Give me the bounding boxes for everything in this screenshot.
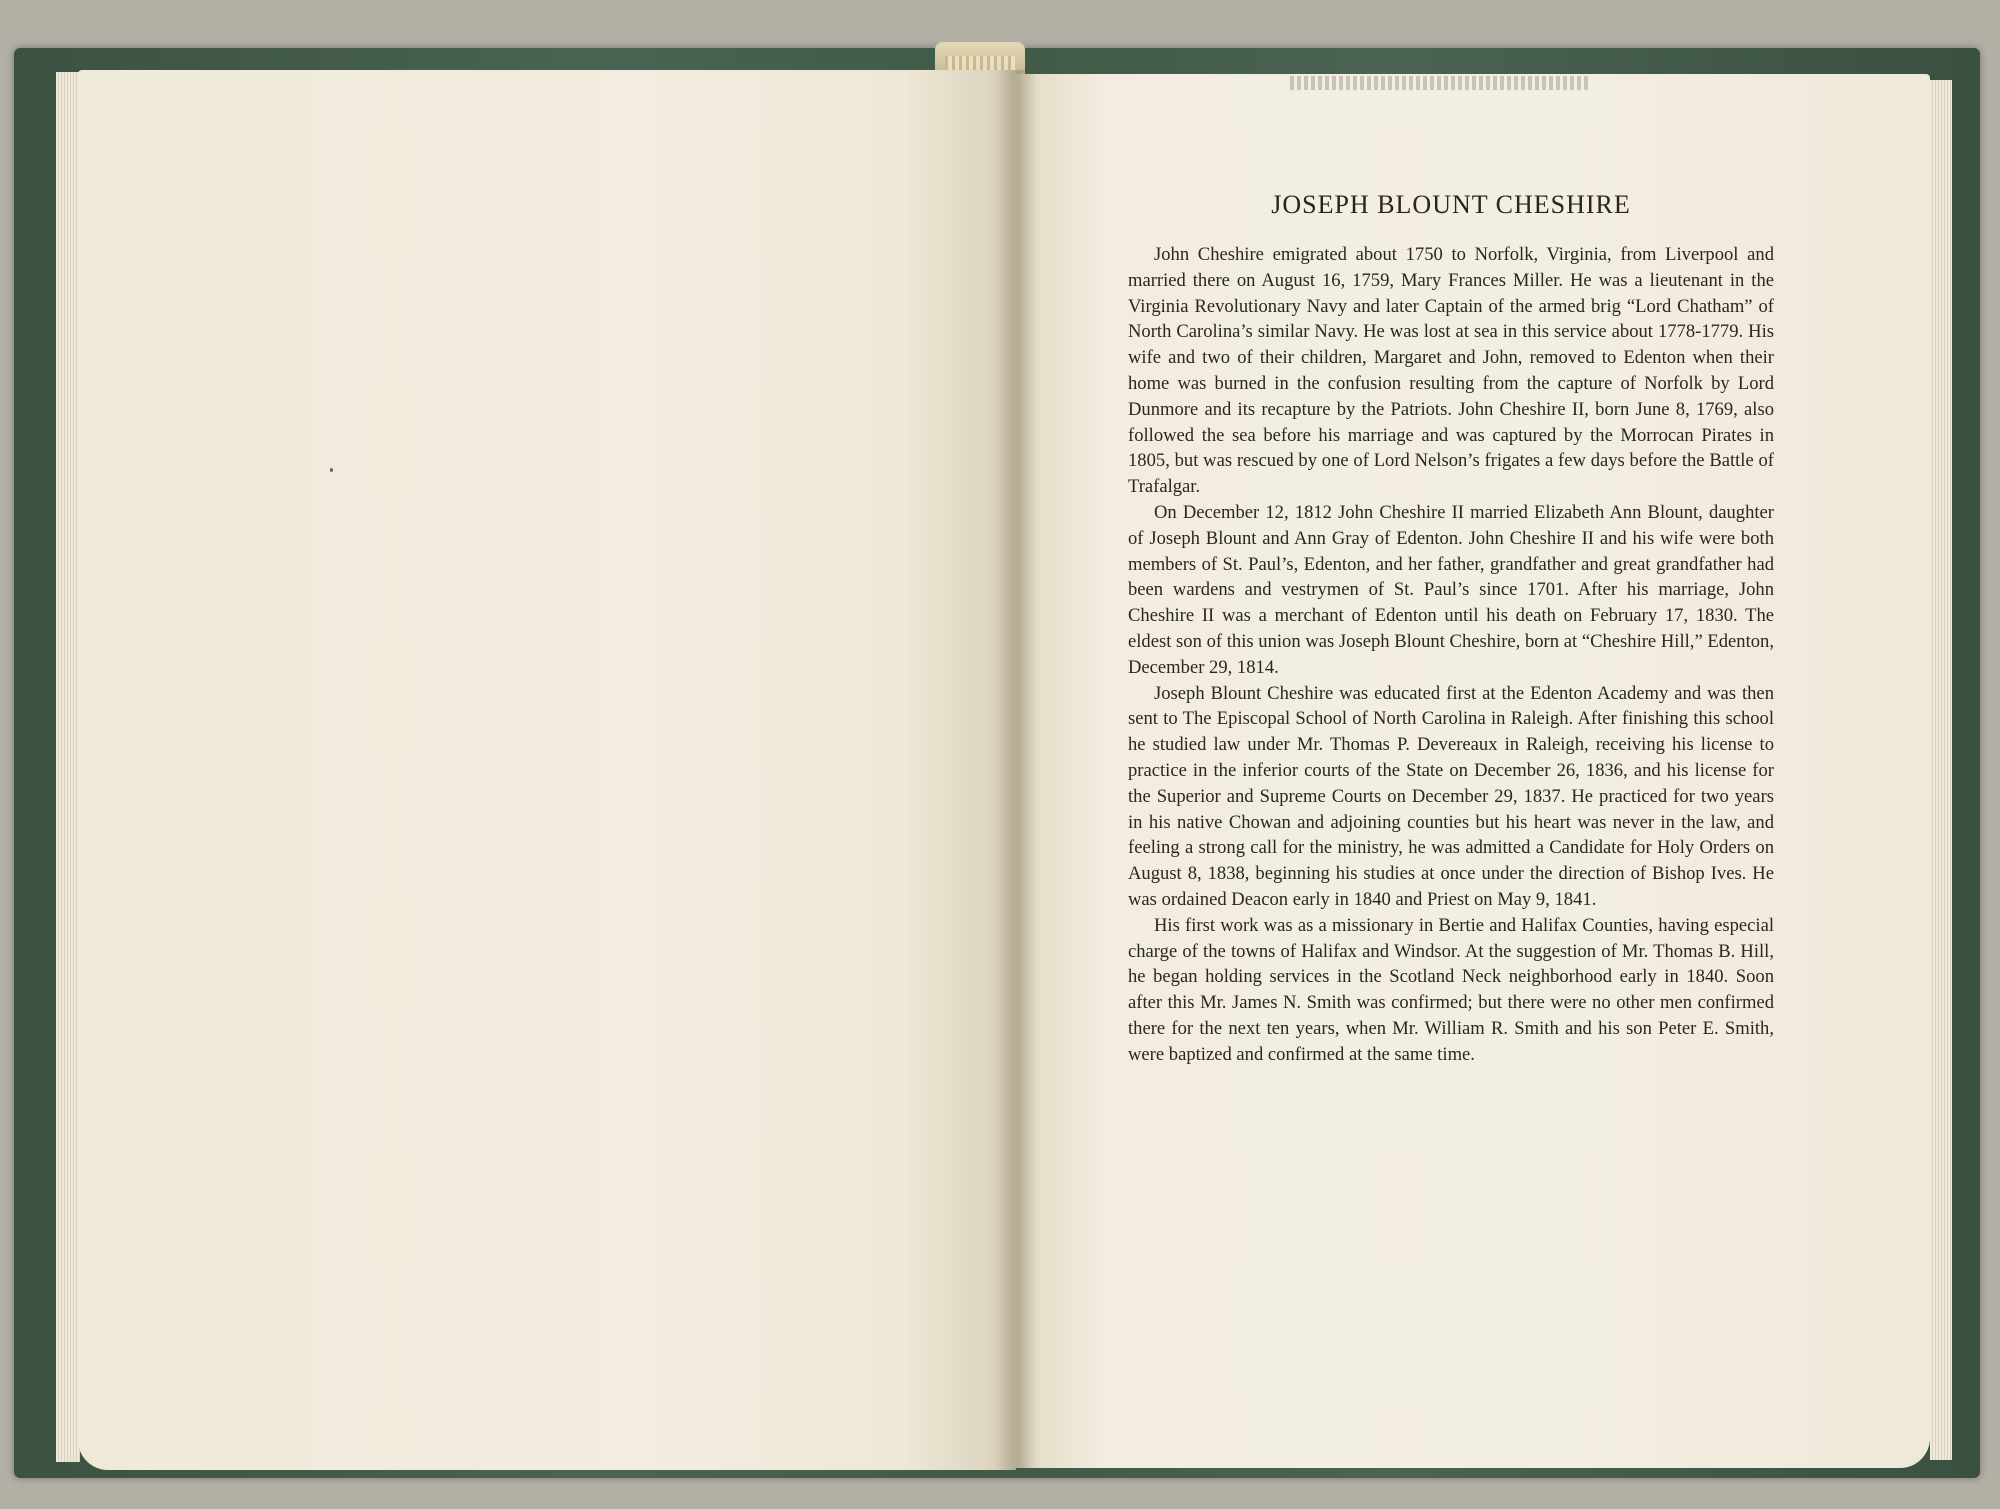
paragraph: John Cheshire emigrated about 1750 to Norfolk, Virginia, from Liverpool and married there on August 16, 1759, Mary Frances Miller. He was a lieutenant in the Virginia Revolutionary Navy and later Captain of the armed brig “Lord Chatham” of North Carolina’s similar Navy. He was lost at sea in this service about 1778-1779. His wife and two of their children, Margaret and John, removed to Edenton when their home was burned in the confusion resulting from the capture of Norfolk by Lord Dunmore and its recapture by the Patriots. John Cheshire II, born June 8, 1769, also followed the sea before his marriage and was captured by the Morrocan Pirates in 1805, but was rescued by one of Lord Nelson’s frigates a few days before the Battle of Trafalgar. (1128, 244, 1774, 498)
page-edges-left (56, 72, 80, 1462)
paragraph: His first work was as a missionary in Bertie and Halifax Counties, having especial charge of the towns of Halifax and Windsor. At the suggestion of Mr. Thomas B. Hill, he began holding services in the Scotland Neck neighborhood early in 1840. Soon after this Mr. James N. Smith was confirmed; but there were no other men confirmed there for the next ten years, when Mr. William R. Smith and his son Peter E. Smith, were baptized and confirmed at the same time. (1128, 914, 1774, 1065)
show-through-mark (1290, 76, 1590, 90)
page-edges-right (1930, 80, 1952, 1460)
paragraph: Joseph Blount Cheshire was educated first at the Edenton Academy and was then sent to The Episcopal School of North Carolina in Raleigh. After finishing this school he studied law under Mr. Thomas P. Devereaux in Raleigh, receiving his license to practice in the inferior courts of the State on December 26, 1836, and his license for the Superior and Supreme Courts on December 29, 1837. He practiced for two years in his native Chowan and adjoining counties but his heart was never in the law, and feeling a strong call for the ministry, he was admitted a Candidate for Holy Orders on August 8, 1838, beginning his studies at once under the direction of Bishop Ives. He was ordained Deacon early in 1840 and Priest on May 9, 1841. (1128, 682, 1774, 910)
paper-speck (330, 468, 333, 472)
gutter-shadow (996, 70, 1036, 1470)
page-title: JOSEPH BLOUNT CHESHIRE (1271, 190, 1631, 219)
paragraph: On December 12, 1812 John Cheshire II married Elizabeth Ann Blount, daughter of Joseph Blount and Ann Gray of Edenton. John Cheshire II and his wife were both members of St. Paul’s, Edenton, and her father, grandfather and great grandfather had been wardens and vestrymen of St. Paul’s since 1701. After his marriage, John Cheshire II was a merchant of Edenton until his death on February 17, 1830. The eldest son of this union was Joseph Blount Cheshire, born at “Cheshire Hill,” Edenton, December 29, 1814. (1128, 501, 1774, 678)
left-page-blank (78, 70, 1016, 1470)
page-text-block (1128, 190, 1774, 1068)
